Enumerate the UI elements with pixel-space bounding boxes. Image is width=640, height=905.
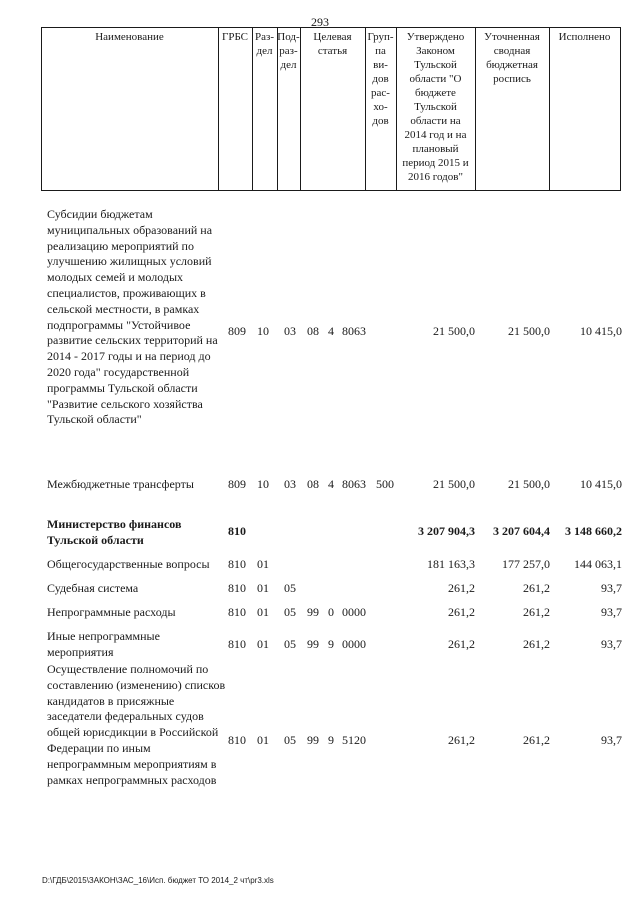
row-razdel: 01 — [257, 581, 269, 595]
row-cs3: 0000 — [342, 637, 366, 651]
col-header-refined: Уточненная сводная бюджетная роспись — [484, 31, 540, 85]
row-approved: 261,2 — [448, 581, 475, 595]
row-razdel: 01 — [257, 733, 269, 747]
row-grbs: 809 — [228, 477, 246, 491]
row-refined: 21 500,0 — [508, 477, 550, 491]
row-executed: 10 415,0 — [580, 477, 622, 491]
row-name: Судебная система — [47, 581, 139, 595]
row-executed: 144 063,1 — [574, 557, 622, 571]
row-grbs: 809 — [228, 324, 246, 338]
row-executed: 10 415,0 — [580, 324, 622, 338]
row-approved: 261,2 — [448, 605, 475, 619]
row-cs3: 8063 — [342, 477, 366, 491]
col-header-razdel: Раз- дел — [254, 31, 274, 57]
row-name: Осуществление полномочий по составлению (изменению) списков кандидатов в присяжные заседатели федеральных судов общей юрисдикции в Российской Федерации по иным непрограммным мероприятиям в рамках непрограммных расходов — [47, 662, 226, 787]
row-grbs: 810 — [228, 581, 246, 595]
row-refined: 177 257,0 — [502, 557, 550, 571]
row-approved: 261,2 — [448, 637, 475, 651]
row-refined: 3 207 604,4 — [493, 524, 550, 538]
row-approved: 181 163,3 — [427, 557, 475, 571]
row-cs1: 99 — [307, 637, 319, 651]
row-cs3: 8063 — [342, 324, 366, 338]
col-header-group: Груп- па ви- дов рас- хо- дов — [367, 31, 394, 127]
row-executed: 93,7 — [601, 605, 622, 619]
table-header — [41, 27, 621, 191]
row-cs2: 4 — [328, 477, 334, 491]
row-cs3: 5120 — [342, 733, 366, 747]
row-razdel: 01 — [257, 605, 269, 619]
row-approved: 3 207 904,3 — [418, 524, 475, 538]
row-grbs: 810 — [228, 557, 246, 571]
row-cs3: 0000 — [342, 605, 366, 619]
file-path-footer: D:\ГДБ\2015\ЗАКОН\ЗАС_16\Исп. бюджет ТО 2014_2 чт\pr3.xls — [42, 876, 274, 885]
row-refined: 261,2 — [523, 637, 550, 651]
row-refined: 261,2 — [523, 605, 550, 619]
row-name: Общегосударственные вопросы — [47, 557, 210, 571]
row-grbs: 810 — [228, 637, 246, 651]
page-number: 293 — [311, 15, 329, 29]
row-cs1: 08 — [307, 477, 319, 491]
row-executed: 93,7 — [601, 637, 622, 651]
row-podrazdel: 05 — [284, 637, 296, 651]
row-grbs: 810 — [228, 605, 246, 619]
row-cs1: 99 — [307, 733, 319, 747]
row-executed: 93,7 — [601, 581, 622, 595]
col-header-name: Наименование — [95, 31, 164, 43]
row-approved: 261,2 — [448, 733, 475, 747]
row-refined: 21 500,0 — [508, 324, 550, 338]
row-executed: 93,7 — [601, 733, 622, 747]
row-grbs: 810 — [228, 733, 246, 747]
row-name: Иные непрограммные мероприятия — [47, 629, 160, 659]
row-podrazdel: 05 — [284, 581, 296, 595]
row-grbs: 810 — [228, 524, 246, 538]
row-cs2: 9 — [328, 637, 334, 651]
row-refined: 261,2 — [523, 581, 550, 595]
row-cs2: 9 — [328, 733, 334, 747]
col-header-executed: Исполнено — [558, 31, 611, 43]
row-podrazdel: 03 — [284, 324, 296, 338]
row-podrazdel: 05 — [284, 733, 296, 747]
col-header-podrazdel: Под- раз- дел — [277, 31, 300, 71]
row-name: Субсидии бюджетам муниципальных образований на реализацию мероприятий по улучшению жилищных условий молодых семей и молодых специалистов, проживающих в сельской местности, в рамках подпрограммы "Устойчивое развитие сельских территорий на 2014 - 2017 годы и на период до 2020 года" государственной программы Тульской области "Развитие сельского хозяйства Тульской области" — [47, 207, 218, 427]
row-group: 500 — [376, 477, 394, 491]
row-razdel: 01 — [257, 637, 269, 651]
row-razdel: 01 — [257, 557, 269, 571]
row-name: Межбюджетные трансферты — [47, 477, 194, 491]
row-name: Министерство финансов Тульской области — [47, 517, 182, 547]
row-approved: 21 500,0 — [433, 324, 475, 338]
col-header-grbs: ГРБС — [221, 31, 249, 43]
row-podrazdel: 05 — [284, 605, 296, 619]
col-header-approved: Утверждено Законом Тульской области "О бюджете Тульской области на 2014 год и на плановый период 2015 и 2016 годов" — [402, 31, 469, 183]
row-cs2: 4 — [328, 324, 334, 338]
row-executed: 3 148 660,2 — [565, 524, 622, 538]
row-approved: 21 500,0 — [433, 477, 475, 491]
row-podrazdel: 03 — [284, 477, 296, 491]
row-razdel: 10 — [257, 324, 269, 338]
row-razdel: 10 — [257, 477, 269, 491]
row-cs2: 0 — [328, 605, 334, 619]
row-name: Непрограммные расходы — [47, 605, 176, 619]
row-cs1: 08 — [307, 324, 319, 338]
col-header-target: Целевая статья — [313, 31, 352, 57]
row-cs1: 99 — [307, 605, 319, 619]
row-refined: 261,2 — [523, 733, 550, 747]
